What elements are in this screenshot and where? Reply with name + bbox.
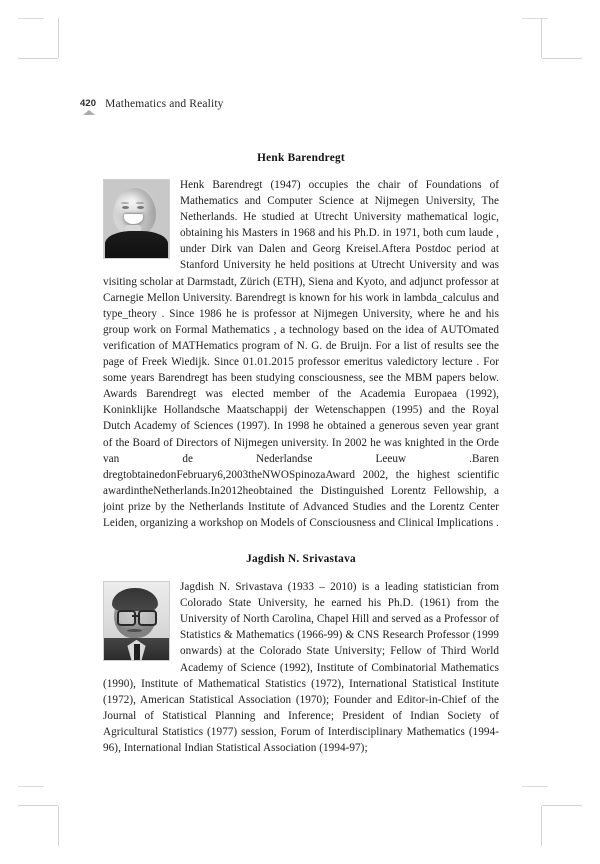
triangle-icon [83, 110, 95, 115]
section-body-text: Jagdish N. Srivastava (1933 – 2010) is a leading statistician from Colorado State University, he earned his Ph.D. (1961) from the University of North Carolina, Chapel Hill and served as a Professor of Statistics & Mathematics (1966-99) & CNS Research Professor (1999 onwards) at the Colorado State University; Fellow of Third World Academy of Science (1992), Institute of Combinatorial Mathematics (1990), Institute of Mathematical Statistics (1972), International Statistical Institute (1972), American Statistical Association (1970); Founder and Editor-in-Chief of the Journal of Statistical Planning and Inference; President of Indian Society of Agricultural Statistics (1977) session, Forum of Interdisciplinary Mathematics (1994-96), International Indian Statistical Association (1994-97); [103, 581, 499, 754]
running-head-title: Mathematics and Reality [105, 98, 224, 110]
biography-section-barendregt [103, 152, 499, 531]
section-body-wrapper [103, 177, 499, 531]
photo-torso [105, 231, 167, 258]
folio-wrapper [80, 98, 96, 110]
portrait-photo-srivastava [103, 581, 170, 661]
photo-brow-left [121, 202, 129, 204]
page-number: 420 [80, 98, 97, 109]
photo-glasses-bridge [132, 615, 138, 617]
photo-glasses-left [117, 610, 136, 626]
photo-mouth [127, 629, 141, 632]
photo-eye-right [137, 206, 144, 209]
section-heading: Jagdish N. Srivastava [246, 553, 356, 566]
photo-brow-right [136, 202, 144, 204]
photo-eye-left [122, 206, 129, 209]
section-heading: Henk Barendregt [257, 152, 345, 164]
section-body-text: Henk Barendregt (1947) occupies the chair of Foundations of Mathematics and Computer Science at Nijmegen University, The Netherlands. He studied at Utrecht University mathematical logic, obtaining his Masters in 1968 and his Ph.D. in 1971, both cum laude , under Dirk van Dalen and Georg Kreisel.Aftera Postdoc period at Stanford University he held positions at Utrecht University and was visiting scholar at Darmstadt, Zürich (ETH), Siena and Kyoto, and adjunct professor at Carnegie Mellon University. Barendregt is known for his work in lambda_calculus and type_theory . Since 1986 he is professor at Nijmegen University, where he and his group work on Formal Mathematics , a technology based on the idea of AUTOmated verification of MATHematics program of N. G. de Bruijn. For a list of results see the page of Freek Wiedijk. Since 01.01.2015 professor emeritus valedictory lecture . For some years Barendregt has been studying consciousness, see the MBM papers below. Awards Barendregt was elected member of the Academia Europaea (1992), Koninklijke Hollandsche Maatschappij der Wetenschappen (1995) and the Royal Dutch Academy of Sciences (1997). In 1998 he obtained a generous seven year grant of the Board of Directors of Nijmegen university. In 2002 he was knighted in the Orde van de Nederlandse Leeuw .Baren dregtobtainedonFebruary6,2003theNWOSpinozaAward 2002, the highest scientific awardintheNetherlands.In2012heobtained the Distinguished Lorentz Fellowship, a joint prize by the Netherlands Institute of Advanced Studies and the Lorentz Center Leiden, organizing a workshop on Models of Consciousness and Clinical Implications . [103, 179, 499, 529]
running-head [80, 98, 224, 111]
section-body-wrapper [103, 579, 499, 756]
photo-tie [134, 644, 140, 660]
text-block [103, 152, 499, 756]
biography-section-srivastava [103, 553, 499, 756]
photo-glasses-right [138, 610, 157, 626]
portrait-photo-barendregt [103, 179, 170, 259]
